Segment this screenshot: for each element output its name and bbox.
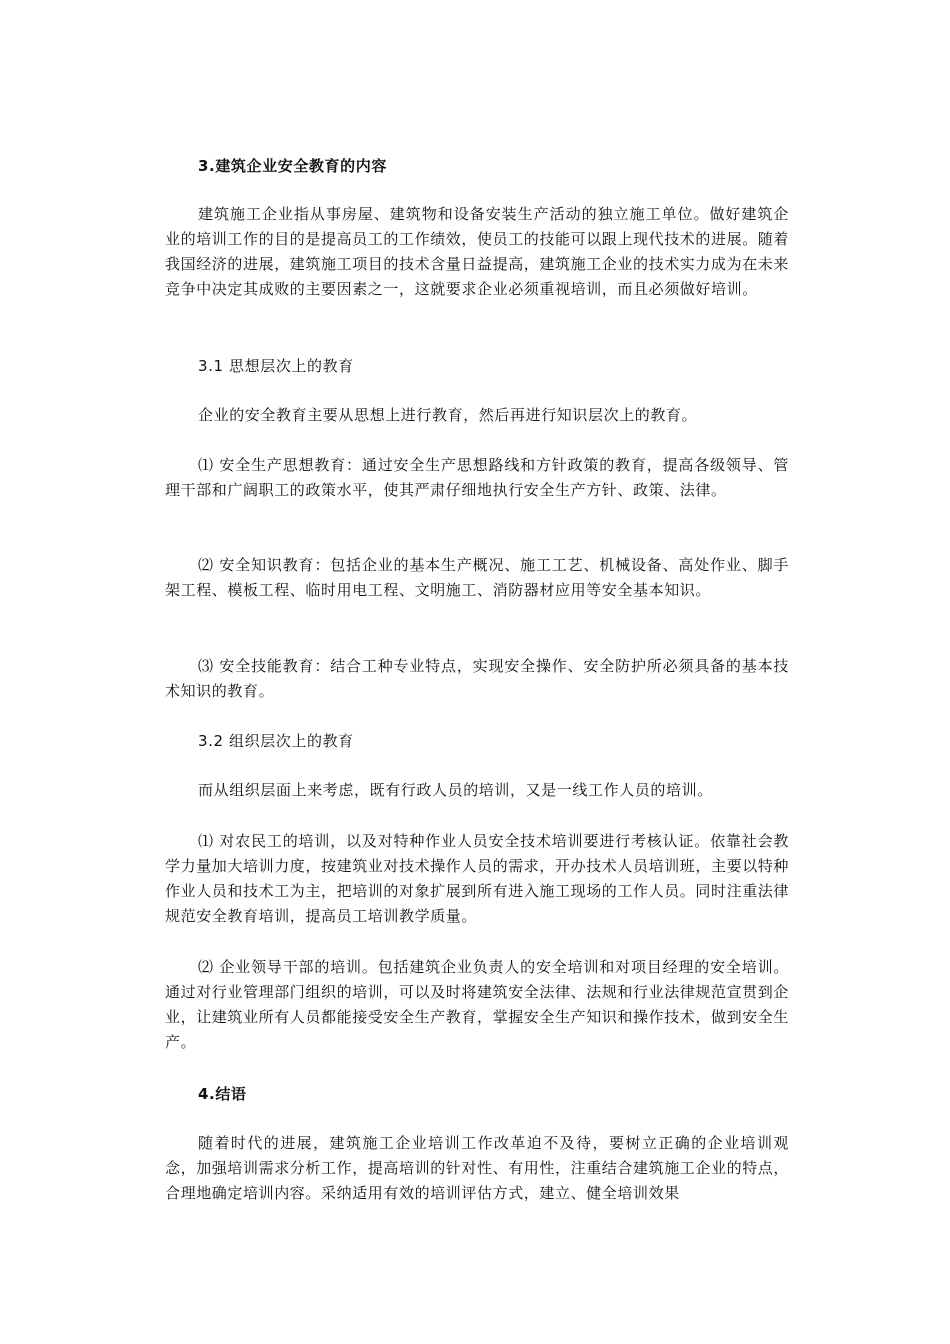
subsection-3-1-intro: 企业的安全教育主要从思想上进行教育，然后再进行知识层次上的教育。 — [198, 406, 698, 424]
subsection-3-1-heading: 3.1 思想层次上的教育 — [198, 357, 354, 375]
subsection-3-2-item-2: ⑵ 企业领导干部的培训。包括建筑企业负责人的安全培训和对项目经理的安全培训。通过对行业管理部门组织的培训，可以及时将建筑安全法律、法规和行业法律规范宣贯到企业，让建筑业所有人员都能接受安全生产教育，掌握安全生产知识和操作技术，做到安全生产。 — [165, 958, 790, 1051]
section-4-paragraph: 随着时代的进展，建筑施工企业培训工作改革迫不及待，要树立正确的企业培训观念，加强培训需求分析工作，提高培训的针对性、有用性，注重结合建筑施工企业的特点，合理地确定培训内容。采纳适用有效的培训评估方式，建立、健全培训效果 — [165, 1134, 790, 1202]
subsection-3-2-item-1: ⑴ 对农民工的培训，以及对特种作业人员安全技术培训要进行考核认证。依靠社会教学力量加大培训力度，按建筑业对技术操作人员的需求，开办技术人员培训班，主要以特种作业人员和技术工为主，把培训的对象扩展到所有进入施工现场的工作人员。同时注重法律规范安全教育培训，提高员工培训教学质量。 — [165, 832, 790, 925]
subsection-3-2-intro: 而从组织层面上来考虑，既有行政人员的培训，又是一线工作人员的培训。 — [198, 781, 713, 799]
section-3-heading: 3.建筑企业安全教育的内容 — [198, 157, 387, 175]
section-4-heading: 4.结语 — [198, 1085, 247, 1103]
subsection-3-1-item-3: ⑶ 安全技能教育：结合工种专业特点，实现安全操作、安全防护所必须具备的基本技术知识的教育。 — [165, 657, 789, 700]
section-3-intro-paragraph: 建筑施工企业指从事房屋、建筑物和设备安装生产活动的独立施工单位。做好建筑企业的培训工作的目的是提高员工的工作绩效，使员工的技能可以跟上现代技术的进展。随着我国经济的进展，建筑施工项目的技术含量日益提高，建筑施工企业的技术实力成为在未来竞争中决定其成败的主要因素之一，这就要求企业必须重视培训，而且必须做好培训。 — [165, 205, 790, 298]
subsection-3-1-item-1: ⑴ 安全生产思想教育：通过安全生产思想路线和方针政策的教育，提高各级领导、管理干部和广阔职工的政策水平，使其严肃仔细地执行安全生产方针、政策、法律。 — [165, 456, 789, 499]
subsection-3-2-heading: 3.2 组织层次上的教育 — [198, 732, 354, 750]
subsection-3-1-item-2: ⑵ 安全知识教育：包括企业的基本生产概况、施工工艺、机械设备、高处作业、脚手架工程、模板工程、临时用电工程、文明施工、消防器材应用等安全基本知识。 — [165, 556, 789, 599]
